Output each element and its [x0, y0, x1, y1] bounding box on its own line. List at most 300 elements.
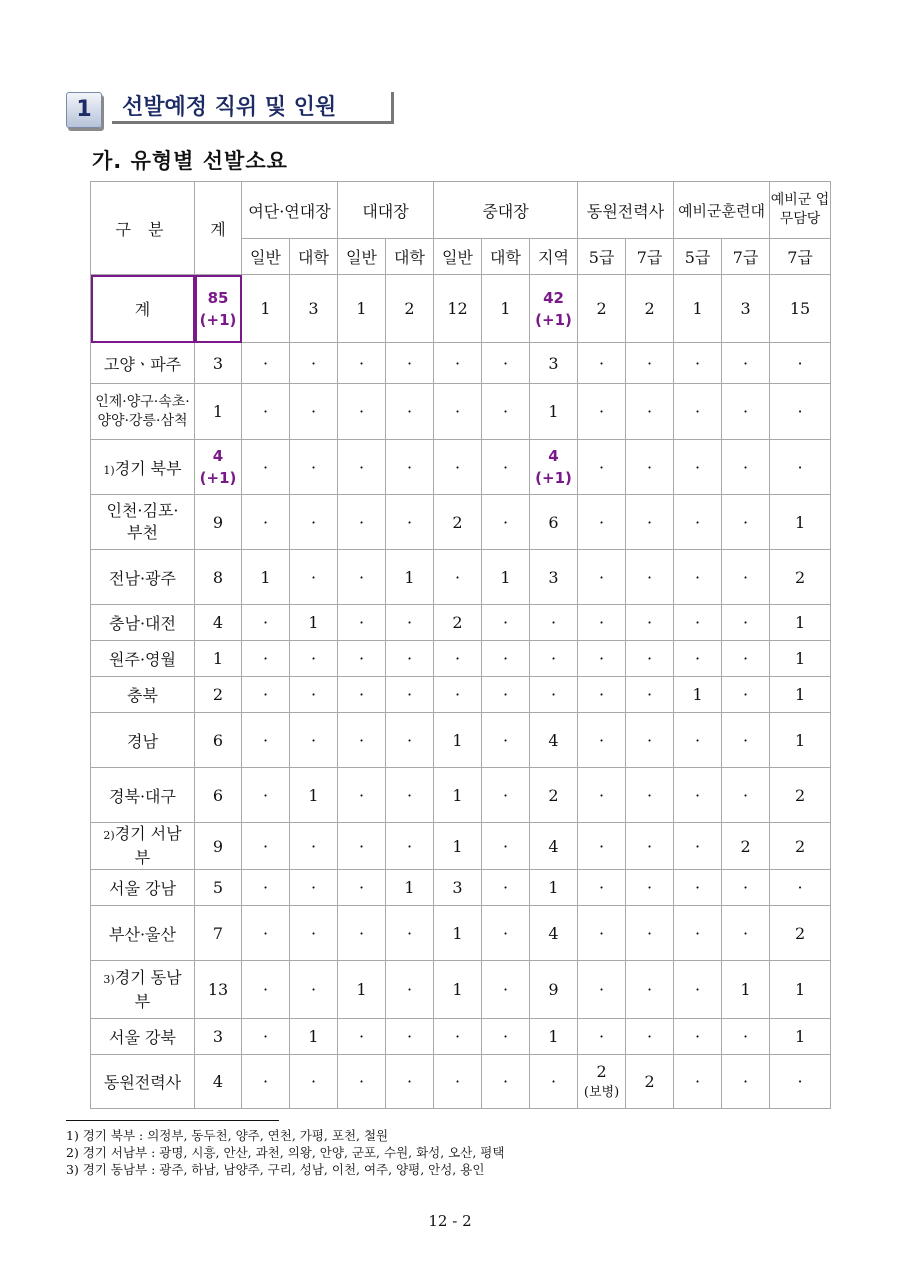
row-cell: [530, 1055, 578, 1109]
row-cell: [722, 343, 770, 384]
row-cell-value: ·: [262, 730, 269, 750]
row-cell-value: ·: [358, 613, 365, 632]
header-category: 구 분: [91, 182, 195, 275]
row-cell-value: 2: [740, 836, 751, 856]
row-cell: [434, 1055, 482, 1109]
row-cell-value: 2: [794, 836, 806, 856]
row-cell: [482, 440, 530, 495]
row-cell-value: 4: [548, 836, 559, 856]
row-cell-value: ·: [598, 685, 605, 704]
row-cell-value: ·: [454, 457, 461, 477]
row-cell-value: ·: [406, 649, 413, 668]
row-cell-value: ·: [310, 567, 317, 587]
row-cell: [434, 677, 482, 713]
row-cell: [578, 1055, 626, 1109]
row-total-value: 7: [212, 923, 224, 943]
row-cell: [770, 906, 831, 961]
row-cell: [386, 550, 434, 605]
row-cell: [578, 440, 626, 495]
row-cell: [722, 641, 770, 677]
row-cell: [674, 677, 722, 713]
row-cell: [770, 1055, 831, 1109]
row-cell-value: ·: [742, 402, 749, 421]
row-total: [195, 440, 242, 495]
row-cell: [386, 677, 434, 713]
row-cell: [242, 1019, 290, 1055]
row-cell: [578, 823, 626, 870]
row-cell-value: ·: [598, 353, 605, 373]
row-cell-value: 2: [548, 785, 559, 805]
row-cell: [482, 961, 530, 1019]
row-cell: [530, 1019, 578, 1055]
row-cell-value: ·: [598, 980, 605, 999]
row-cell-value: 3: [548, 567, 559, 587]
row-cell-value: 1: [794, 685, 806, 704]
row-cell-value: ·: [310, 649, 317, 668]
row-cell-value: ·: [358, 836, 365, 856]
header-group-reserve-duty: 예비군 업무담당: [770, 182, 831, 239]
row-cell-value: ·: [742, 730, 749, 750]
row-cell-value: ·: [598, 836, 605, 856]
row-cell: [722, 1055, 770, 1109]
row-cell: [674, 440, 722, 495]
row-cell: [338, 870, 386, 906]
row-cell-value: ·: [310, 878, 317, 897]
row-label: [91, 713, 195, 768]
row-cell-value: ·: [694, 402, 701, 421]
row-cell: [434, 440, 482, 495]
row-label: [91, 823, 195, 870]
row-cell-value: 1: [452, 836, 463, 856]
row-cell: [578, 870, 626, 906]
row-cell: [242, 823, 290, 870]
row-cell-value: ·: [502, 457, 509, 477]
row-cell-value: ·: [262, 649, 269, 668]
row-cell: [674, 768, 722, 823]
table-row: [91, 343, 831, 384]
row-cell: [482, 906, 530, 961]
header-sub: 대학: [482, 239, 530, 275]
row-cell-value: ·: [598, 613, 605, 632]
row-cell: [770, 713, 831, 768]
row-cell: [482, 1055, 530, 1109]
table-row: [91, 1019, 831, 1055]
row-cell-value: ·: [742, 923, 749, 943]
row-cell: [482, 343, 530, 384]
row-label-text: 서울 강남: [109, 879, 176, 898]
row-cell-value: 1: [356, 299, 367, 318]
row-cell-value: 2: [794, 923, 806, 943]
row-cell: [578, 961, 626, 1019]
row-cell-value: ·: [502, 402, 509, 421]
row-cell-value: 1: [548, 1027, 559, 1046]
row-cell-value: 2: [596, 299, 607, 318]
row-label-text: 충북: [127, 686, 158, 705]
header-sub: 7급: [770, 239, 831, 275]
header-sub: 5급: [674, 239, 722, 275]
row-cell-value: ·: [646, 980, 653, 999]
row-cell: [242, 870, 290, 906]
row-cell-value: ·: [694, 567, 701, 587]
row-cell-value: ·: [358, 567, 365, 587]
row-cell-value: 1: [794, 649, 806, 668]
row-cell: [722, 384, 770, 440]
row-cell-value: 3: [452, 878, 463, 897]
row-total-value: 2: [212, 685, 224, 704]
row-cell-value: ·: [550, 649, 557, 668]
row-cell-value: ·: [742, 512, 749, 532]
row-cell: [674, 550, 722, 605]
row-total-value: 4: [212, 1072, 224, 1091]
row-cell-value: ·: [358, 923, 365, 943]
row-label-text: 경남: [127, 731, 158, 751]
row-cell: [530, 906, 578, 961]
row-total: [195, 677, 242, 713]
header-group-battalion: 대대장: [338, 182, 434, 239]
row-cell: [242, 1055, 290, 1109]
row-cell-value: ·: [502, 980, 509, 999]
header-row-groups: [91, 182, 831, 239]
row-cell: [626, 768, 674, 823]
row-label-text: 충남·대전: [109, 614, 176, 633]
row-cell: [626, 870, 674, 906]
row-cell-value: ·: [358, 785, 365, 805]
row-cell-value: ·: [502, 923, 509, 943]
section-number: 1: [66, 92, 102, 128]
row-cell-value: ·: [406, 730, 413, 750]
row-cell-value: ·: [694, 1072, 701, 1091]
row-cell-value: 1: [308, 785, 319, 805]
row-cell-value: ·: [454, 402, 461, 421]
row-label: [91, 641, 195, 677]
row-cell-value: 42: [543, 288, 564, 307]
row-cell: [386, 961, 434, 1019]
row-cell-value: ·: [406, 457, 413, 477]
row-total-note: (+1): [199, 469, 237, 487]
row-cell: [482, 275, 530, 343]
row-total-value: 9: [212, 836, 224, 856]
row-cell-value: ·: [310, 980, 317, 999]
row-cell-value: ·: [598, 457, 605, 477]
row-cell-value: ·: [598, 730, 605, 750]
header-sub: 7급: [722, 239, 770, 275]
row-cell-value: 1: [500, 299, 511, 318]
row-cell-value: ·: [742, 649, 749, 668]
row-cell-value: 3: [548, 353, 559, 373]
row-cell: [338, 641, 386, 677]
row-cell-value: ·: [742, 457, 749, 477]
row-cell: [674, 713, 722, 768]
row-total: [195, 495, 242, 550]
row-cell: [626, 677, 674, 713]
row-label: [91, 495, 195, 550]
row-cell: [434, 823, 482, 870]
row-cell: [578, 275, 626, 343]
row-cell: [674, 495, 722, 550]
table-row: [91, 384, 831, 440]
row-total-value: 6: [212, 730, 224, 750]
row-cell: [386, 906, 434, 961]
row-cell-value: ·: [358, 1027, 365, 1046]
row-cell-value: ·: [310, 457, 317, 477]
row-cell: [770, 870, 831, 906]
row-cell: [626, 343, 674, 384]
row-label-text: 계: [134, 300, 151, 319]
row-cell: [290, 343, 338, 384]
row-cell: [242, 495, 290, 550]
row-cell-value: ·: [646, 785, 653, 805]
row-cell: [242, 961, 290, 1019]
row-cell: [242, 384, 290, 440]
row-cell: [290, 713, 338, 768]
row-cell: [626, 1055, 674, 1109]
row-cell-value: ·: [646, 1027, 653, 1046]
row-total: [195, 641, 242, 677]
table-row: [91, 870, 831, 906]
row-cell: [722, 823, 770, 870]
row-cell-value: 1: [740, 980, 751, 999]
row-cell-value: ·: [502, 353, 509, 373]
row-cell-value: 1: [356, 980, 367, 999]
row-cell-value: ·: [598, 785, 605, 805]
row-cell-value: 2: [644, 1072, 655, 1091]
header-sub: 일반: [242, 239, 290, 275]
row-cell-value: ·: [262, 613, 269, 632]
row-cell-value: ·: [262, 878, 269, 897]
row-cell-value: 2: [794, 785, 806, 805]
row-cell: [338, 961, 386, 1019]
row-cell-value: ·: [262, 980, 269, 999]
row-cell: [290, 605, 338, 641]
row-label-text: 인천·김포·부천: [106, 501, 179, 542]
row-cell: [578, 768, 626, 823]
row-cell-value: 1: [452, 785, 463, 805]
row-label: [91, 961, 195, 1019]
row-cell-value: ·: [406, 980, 413, 999]
row-cell: [386, 713, 434, 768]
row-cell-value: ·: [406, 836, 413, 856]
row-cell-value: 9: [548, 980, 559, 999]
row-cell: [242, 550, 290, 605]
row-cell-value: ·: [406, 923, 413, 943]
row-cell: [578, 550, 626, 605]
row-cell: [674, 823, 722, 870]
row-cell-value: 1: [260, 567, 271, 587]
footnote-rule: [66, 1120, 279, 1121]
row-label: [91, 440, 195, 495]
section-header: [66, 92, 402, 132]
row-cell-value: ·: [358, 649, 365, 668]
row-cell-value: ·: [694, 649, 701, 668]
row-cell: [338, 713, 386, 768]
row-cell: [290, 823, 338, 870]
row-cell: [530, 713, 578, 768]
row-cell: [242, 605, 290, 641]
row-cell-value: ·: [646, 613, 653, 632]
row-cell-value: 1: [692, 299, 703, 318]
row-cell: [770, 1019, 831, 1055]
row-cell: [530, 384, 578, 440]
row-label-text: 경기 동남부: [114, 967, 182, 1011]
row-cell: [530, 343, 578, 384]
row-cell-value: 1: [692, 685, 703, 704]
row-cell: [386, 343, 434, 384]
row-cell-value: ·: [262, 402, 269, 421]
row-label: [91, 1055, 195, 1109]
row-total: [195, 550, 242, 605]
row-cell: [626, 550, 674, 605]
header-group-mobilization: 동원전력사: [578, 182, 674, 239]
row-cell-value: ·: [310, 512, 317, 532]
row-label-text: 원주·영월: [109, 650, 176, 669]
row-cell-value: ·: [502, 512, 509, 532]
row-cell: [722, 605, 770, 641]
row-cell-value: ·: [454, 685, 461, 704]
table-row: [91, 605, 831, 641]
row-cell: [434, 275, 482, 343]
row-total: [195, 1019, 242, 1055]
row-cell-value: ·: [742, 1072, 749, 1091]
row-cell: [770, 440, 831, 495]
row-cell: [626, 495, 674, 550]
row-cell-value: ·: [694, 1027, 701, 1046]
row-cell: [626, 713, 674, 768]
row-cell: [674, 870, 722, 906]
row-cell-value: 1: [452, 923, 463, 943]
row-cell: [338, 768, 386, 823]
row-label: [91, 906, 195, 961]
row-cell-value: 2: [596, 1062, 607, 1081]
row-cell: [626, 384, 674, 440]
row-cell-value: ·: [742, 1027, 749, 1046]
row-cell-value: ·: [694, 730, 701, 750]
table-subtitle: 가. 유형별 선발소요: [92, 149, 288, 173]
row-cell: [722, 440, 770, 495]
row-cell: [290, 961, 338, 1019]
row-cell-value: ·: [502, 1072, 509, 1091]
row-cell: [338, 906, 386, 961]
row-label: [91, 1019, 195, 1055]
row-cell: [386, 1055, 434, 1109]
table-row: [91, 768, 831, 823]
header-sub: 일반: [434, 239, 482, 275]
row-total-value: 1: [212, 402, 224, 421]
row-label-text: 전남·광주: [109, 568, 176, 588]
row-cell-value: 1: [794, 613, 806, 632]
row-cell-value: ·: [262, 785, 269, 805]
row-cell: [386, 384, 434, 440]
row-cell: [482, 870, 530, 906]
row-total: [195, 384, 242, 440]
row-cell-note: (+1): [535, 310, 572, 329]
row-cell-value: ·: [358, 1072, 365, 1091]
row-cell: [722, 275, 770, 343]
row-cell: [770, 275, 831, 343]
row-cell: [674, 1019, 722, 1055]
row-cell: [530, 550, 578, 605]
row-cell: [578, 1019, 626, 1055]
row-cell-value: 4: [548, 447, 559, 465]
row-cell: [482, 768, 530, 823]
row-cell: [722, 677, 770, 713]
row-cell-value: 1: [500, 567, 511, 587]
row-cell-value: ·: [358, 512, 365, 532]
row-cell-value: ·: [262, 457, 269, 477]
row-total-value: 4: [212, 447, 224, 465]
row-cell-value: ·: [502, 785, 509, 805]
table-row: [91, 641, 831, 677]
row-cell: [290, 768, 338, 823]
row-total-value: 8: [212, 567, 224, 587]
row-cell-value: 2: [404, 299, 415, 318]
row-cell: [626, 641, 674, 677]
row-cell: [674, 343, 722, 384]
row-cell-value: ·: [310, 685, 317, 704]
row-cell: [338, 275, 386, 343]
row-label-text: 경기 서남부: [114, 824, 182, 867]
row-cell: [386, 440, 434, 495]
row-cell-value: ·: [598, 878, 605, 897]
row-cell: [482, 1019, 530, 1055]
row-cell: [722, 1019, 770, 1055]
row-cell: [530, 641, 578, 677]
row-cell: [434, 343, 482, 384]
row-cell-value: ·: [550, 613, 557, 632]
row-cell-value: ·: [406, 402, 413, 421]
row-cell: [338, 1055, 386, 1109]
row-cell-value: ·: [454, 353, 461, 373]
row-cell-value: ·: [694, 353, 701, 373]
row-cell: [434, 384, 482, 440]
row-label-text: 경북·대구: [109, 786, 176, 806]
row-cell: [578, 677, 626, 713]
row-cell: [722, 550, 770, 605]
footnote-mark: 3): [103, 972, 115, 986]
row-cell-value: ·: [550, 1072, 557, 1091]
row-cell-value: ·: [502, 878, 509, 897]
row-cell-value: 1: [404, 878, 415, 897]
row-total-value: 3: [212, 1027, 224, 1046]
row-cell: [626, 275, 674, 343]
row-total: [195, 961, 242, 1019]
row-cell: [290, 550, 338, 605]
row-cell: [530, 275, 578, 343]
row-cell-value: ·: [742, 785, 749, 805]
row-cell-value: ·: [406, 613, 413, 632]
row-cell-value: ·: [742, 685, 749, 704]
row-cell: [530, 495, 578, 550]
row-cell: [578, 605, 626, 641]
table-row: [91, 713, 831, 768]
row-cell-value: ·: [646, 512, 653, 532]
row-cell: [770, 677, 831, 713]
row-total: [195, 823, 242, 870]
header-group-brigade: 여단·연대장: [242, 182, 338, 239]
row-cell: [578, 343, 626, 384]
row-cell: [338, 605, 386, 641]
row-cell: [722, 768, 770, 823]
table-row: [91, 677, 831, 713]
row-cell: [722, 495, 770, 550]
page-number: 12 - 2: [428, 1212, 472, 1230]
row-cell-value: ·: [502, 685, 509, 704]
row-cell: [482, 384, 530, 440]
row-total: [195, 605, 242, 641]
row-cell-value: ·: [454, 567, 461, 587]
header-sub: 5급: [578, 239, 626, 275]
row-cell-value: 1: [794, 1027, 806, 1046]
row-cell: [674, 906, 722, 961]
